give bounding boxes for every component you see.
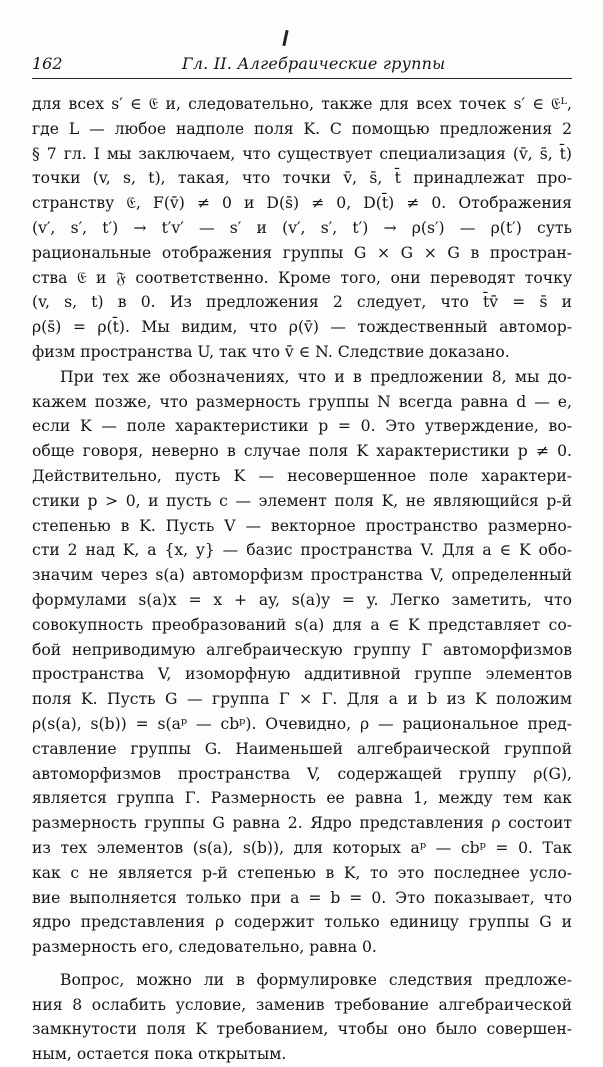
text-line: кажем позже, что размерность группы N всегда равна d — e, — [32, 392, 572, 411]
page-header — [32, 54, 572, 79]
text-line: поля K. Пусть G — группа Γ × Γ. Для a и b из K положим — [32, 690, 572, 709]
running-head: Гл. II. Алгебраические группы — [182, 54, 446, 73]
text-line: как c не является p-й степенью в K, то это последнее усло- — [32, 863, 572, 882]
text-line: § 7 гл. I мы заключаем, что существует специализация (v̄, s̄, t̄) — [32, 144, 572, 163]
text-line: размерность его, следовательно, равна 0. — [32, 938, 377, 957]
text-line: странству 𝔈, F(v̄) ≠ 0 и D(s̄) ≠ 0, D(t̄) ≠ 0. Отображения — [32, 194, 572, 213]
text-line: стики p > 0, и пусть c — элемент поля K, не являющийся p-й — [32, 491, 572, 510]
margin-mark — [282, 30, 288, 46]
text-line: При тех же обозначениях, что и в предложении 8, мы до- — [60, 367, 572, 386]
text-line: (v, s, t) в 0. Из предложения 2 следует, что t̄v̄ = s̄ и — [32, 293, 572, 312]
text-line: ρ(s̄) = ρ(t̄). Мы видим, что ρ(v̄) — тождественный автомор- — [32, 318, 572, 337]
paragraph — [32, 968, 572, 1067]
text-line: степенью в K. Пусть V — векторное пространство размерно- — [32, 516, 572, 535]
text-line: является группа Γ. Размерность ее равна 1, между тем как — [32, 789, 572, 808]
text-line: для всех s′ ∈ 𝔈 и, следовательно, также для всех точек s′ ∈ 𝔈ᴸ, — [32, 95, 572, 113]
text-line: если K — поле характеристики p = 0. Это утверждение, во- — [32, 417, 572, 436]
text-line: физм пространства U, так что v̄ ∈ N. Следствие доказано. — [32, 342, 510, 361]
text-line: где L — любое надполе поля K. С помощью предложения 2 — [32, 119, 572, 138]
text-line: размерность группы G равна 2. Ядро представления ρ состоит — [32, 814, 572, 833]
text-line: ства 𝔈 и 𝔉 соответственно. Кроме того, они переводят точку — [32, 268, 572, 287]
text-line: обще говоря, неверно в случае поля K характеристики p ≠ 0. — [32, 442, 572, 461]
text-line: ным, остается пока открытым. — [32, 1045, 287, 1064]
text-line: бой неприводимую алгебраическую группу Γ автоморфизмов — [32, 640, 572, 659]
text-line: формулами s(a)x = x + ay, s(a)y = y. Легко заметить, что — [32, 590, 572, 609]
text-line: вие выполняется только при a = b = 0. Это показывает, что — [32, 888, 572, 907]
text-line: точки (v, s, t), такая, что точки v̄, s̄, t̄ принадлежат про- — [32, 169, 572, 188]
text-line: Вопрос, можно ли в формулировке следствия предложе- — [60, 970, 572, 989]
paragraph — [32, 365, 572, 960]
text-line: совокупность преобразований s(a) для a ∈ K представляет со- — [32, 615, 572, 634]
text-line: пространства V, изоморфную аддитивной группе элементов — [32, 665, 572, 684]
text-line: рациональные отображения группы G × G × G в простран- — [32, 243, 572, 262]
paragraph-gap — [32, 960, 572, 968]
text-line: значим через s(a) автоморфизм пространства V, определенный — [32, 566, 572, 585]
text-line: ставление группы G. Наименьшей алгебраической группой — [32, 739, 572, 758]
page-number: 162 — [32, 54, 63, 73]
text-line: сти 2 над K, а {x, y} — базис пространства V. Для a ∈ K обо- — [32, 541, 572, 560]
text-line: ρ(s(a), s(b)) = s(aᵖ — cbᵖ). Очевидно, ρ — рациональное пред- — [32, 714, 572, 733]
text-line: (v′, s′, t′) → t′v′ — s′ и (v′, s′, t′) → ρ(s′) — ρ(t′) суть — [32, 218, 572, 237]
text-line: из тех элементов (s(a), s(b)), для которых aᵖ — cbᵖ = 0. Так — [32, 838, 572, 857]
text-line: автоморфизмов пространства V, содержащей группу ρ(G), — [32, 764, 572, 783]
text-line: Действительно, пусть K — несовершенное поле характери- — [32, 466, 572, 485]
text-line: ядро представления ρ содержит только единицу группы G и — [32, 913, 572, 932]
paragraph — [32, 92, 572, 365]
body-text — [32, 92, 572, 1067]
text-line: ния 8 ослабить условие, заменив требование алгебраической — [32, 995, 572, 1014]
text-line: замкнутости поля K требованием, чтобы оно было совершен- — [32, 1020, 572, 1039]
